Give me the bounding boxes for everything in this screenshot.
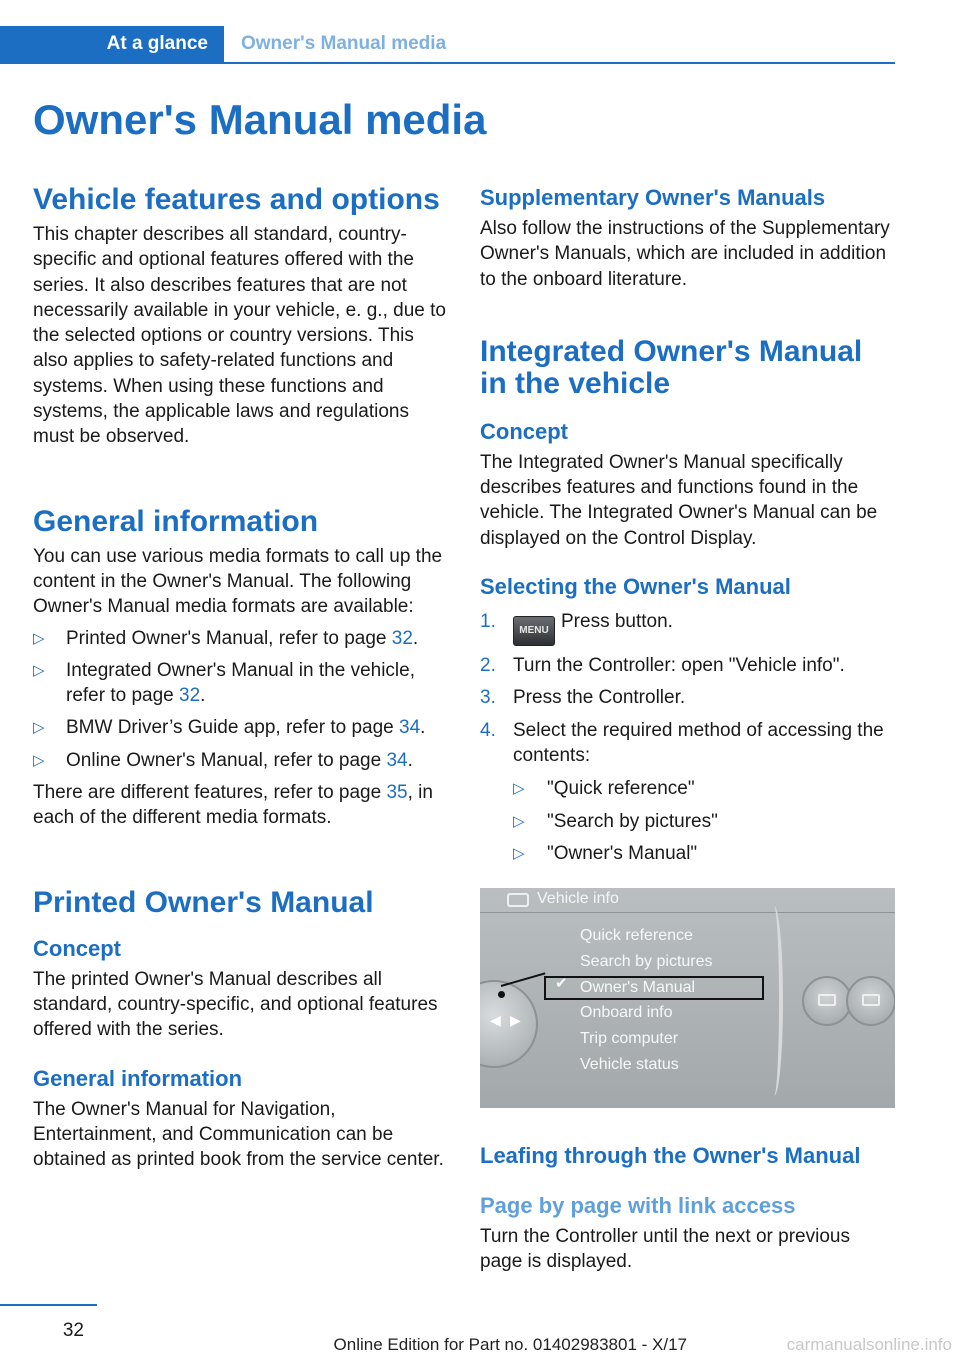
arrow-left-icon: ◀ xyxy=(490,1012,501,1029)
general-information-body: You can use various media formats to call up the content in the Owner's Manual. The following Owner's Manual media formats are available: xyxy=(33,545,443,618)
page-number: 32 xyxy=(62,1320,84,1341)
triangle-bullet-icon: ▷ xyxy=(33,719,45,737)
leafing-body: Turn the Controller until the next or previous page is displayed. xyxy=(480,1226,850,1273)
page-link[interactable]: 32 xyxy=(391,627,413,649)
screen-menu-item[interactable]: Owner's Manual xyxy=(580,978,696,996)
list-item: ▷ Online Owner's Manual, refer to page 34. xyxy=(33,748,449,773)
controller-knob-icon xyxy=(480,980,538,1068)
triangle-bullet-icon: ▷ xyxy=(33,629,45,647)
list-item: ▷ BMW Driver’s Guide app, refer to page 34. xyxy=(33,715,449,740)
vehicle-info-icon xyxy=(507,893,529,907)
screen-header xyxy=(480,888,895,913)
different-features-note: There are different features, refer to page 35, in each of the different media formats. xyxy=(33,782,433,829)
list-item: 1. MENU Press button. xyxy=(480,609,896,646)
screen-menu-item[interactable]: Quick reference xyxy=(580,927,693,945)
control-display-screenshot xyxy=(480,888,895,1108)
triangle-bullet-icon: ▷ xyxy=(513,812,525,830)
list-item: ▷ Integrated Owner's Manual in the vehicle, refer to page 32. xyxy=(33,659,415,707)
triangle-bullet-icon: ▷ xyxy=(513,844,525,862)
printed-concept-body: The printed Owner's Manual describes all standard, country-specific, and optional features offered with the series. xyxy=(33,968,438,1041)
supplementary-body: Also follow the instructions of the Supplementary Owner's Manuals, which are included in addition to the onboard literature. xyxy=(480,218,890,290)
list-item: ▷ Printed Owner's Manual, refer to page 32. xyxy=(33,626,449,651)
screen-menu-list xyxy=(580,923,713,1077)
arrow-right-icon: ▶ xyxy=(510,1012,521,1029)
list-item: 3. Press the Controller. xyxy=(480,687,686,709)
page-link[interactable]: 35 xyxy=(386,782,408,804)
page-link[interactable]: 34 xyxy=(399,717,421,739)
screen-menu-item[interactable]: Vehicle status xyxy=(580,1055,679,1073)
screen-menu-item[interactable]: Trip computer xyxy=(580,1029,679,1047)
triangle-bullet-icon: ▷ xyxy=(33,751,45,769)
heading-concept: Concept xyxy=(33,935,121,961)
triangle-bullet-icon: ▷ xyxy=(33,661,45,679)
callout-line xyxy=(501,973,546,988)
list-item: 2. Turn the Controller: open "Vehicle info". xyxy=(480,655,845,677)
heading-concept-integrated: Concept xyxy=(480,418,568,444)
screen-menu-item[interactable]: Onboard info xyxy=(580,1004,673,1022)
page-title: Owner's Manual media xyxy=(33,96,487,143)
heading-selecting-manual: Selecting the Owner's Manual xyxy=(480,574,791,600)
heading-supplementary: Supplementary Owner's Manuals xyxy=(480,185,826,210)
scroll-arc xyxy=(765,906,783,1096)
heading-general-information: General information xyxy=(33,504,319,538)
edition-text: Online Edition for Part no. 01402983801 - X/17 xyxy=(333,1335,687,1354)
list-item: ▷ "Quick reference" xyxy=(513,776,896,801)
selection-highlight xyxy=(544,976,764,1000)
heading-page-by-page: Page by page with link access xyxy=(480,1193,796,1219)
page-link[interactable]: 32 xyxy=(179,685,201,707)
heading-integrated-manual: Integrated Owner's Manual in the vehicle xyxy=(480,334,863,400)
tab-at-a-glance[interactable]: At a glance xyxy=(0,26,224,62)
right-column xyxy=(480,184,896,1275)
check-icon: ✔ xyxy=(555,975,568,993)
tab-owners-manual-media[interactable]: Owner's Manual media xyxy=(241,33,447,54)
selecting-steps xyxy=(480,609,896,866)
screen-header-title: Vehicle info xyxy=(537,890,619,908)
heading-printed-manual: Printed Owner's Manual xyxy=(33,885,374,919)
watermark-text: carmanualsonline.info xyxy=(786,1335,952,1354)
triangle-bullet-icon: ▷ xyxy=(513,780,525,798)
heading-vehicle-features: Vehicle features and options xyxy=(33,183,440,216)
footer-rule xyxy=(0,1304,97,1306)
page-link[interactable]: 34 xyxy=(386,749,408,771)
list-item: 4. Select the required method of accessing the contents: ▷ "Quick reference" ▷ "Search by pictures" ▷ "Owner's Manual" xyxy=(480,718,896,866)
side-control-icon xyxy=(802,976,852,1026)
menu-button-icon: MENU xyxy=(513,616,555,646)
access-options-list xyxy=(513,776,896,866)
heading-general-information-printed: General information xyxy=(33,1065,243,1091)
header-tab-bar xyxy=(0,26,895,64)
media-format-list xyxy=(33,626,449,773)
left-column xyxy=(33,184,449,1172)
side-control-icon xyxy=(846,976,895,1026)
list-item: ▷ "Owner's Manual" xyxy=(513,841,896,866)
vehicle-features-body: This chapter describes all standard, country-specific and optional features offered with the series. It also describes features that are not necessarily available in your vehicle, e. g., due to the selected options or country versions. This also applies to safety-related functions and systems. When using these functions and systems, the applicable laws and regulations must be observed. xyxy=(33,224,446,448)
list-item: ▷ "Search by pictures" xyxy=(513,809,896,834)
screen-menu-item[interactable]: Search by pictures xyxy=(580,952,713,970)
integrated-concept-body: The Integrated Owner's Manual specifically describes features and functions found in the vehicle. The Integrated Owner's Manual can be displayed on the Control Display. xyxy=(480,451,878,549)
printed-general-information-body: The Owner's Manual for Navigation, Entertainment, and Communication can be obtained as printed book from the service center. xyxy=(33,1098,444,1171)
heading-leafing: Leafing through the Owner's Manual xyxy=(480,1143,861,1169)
